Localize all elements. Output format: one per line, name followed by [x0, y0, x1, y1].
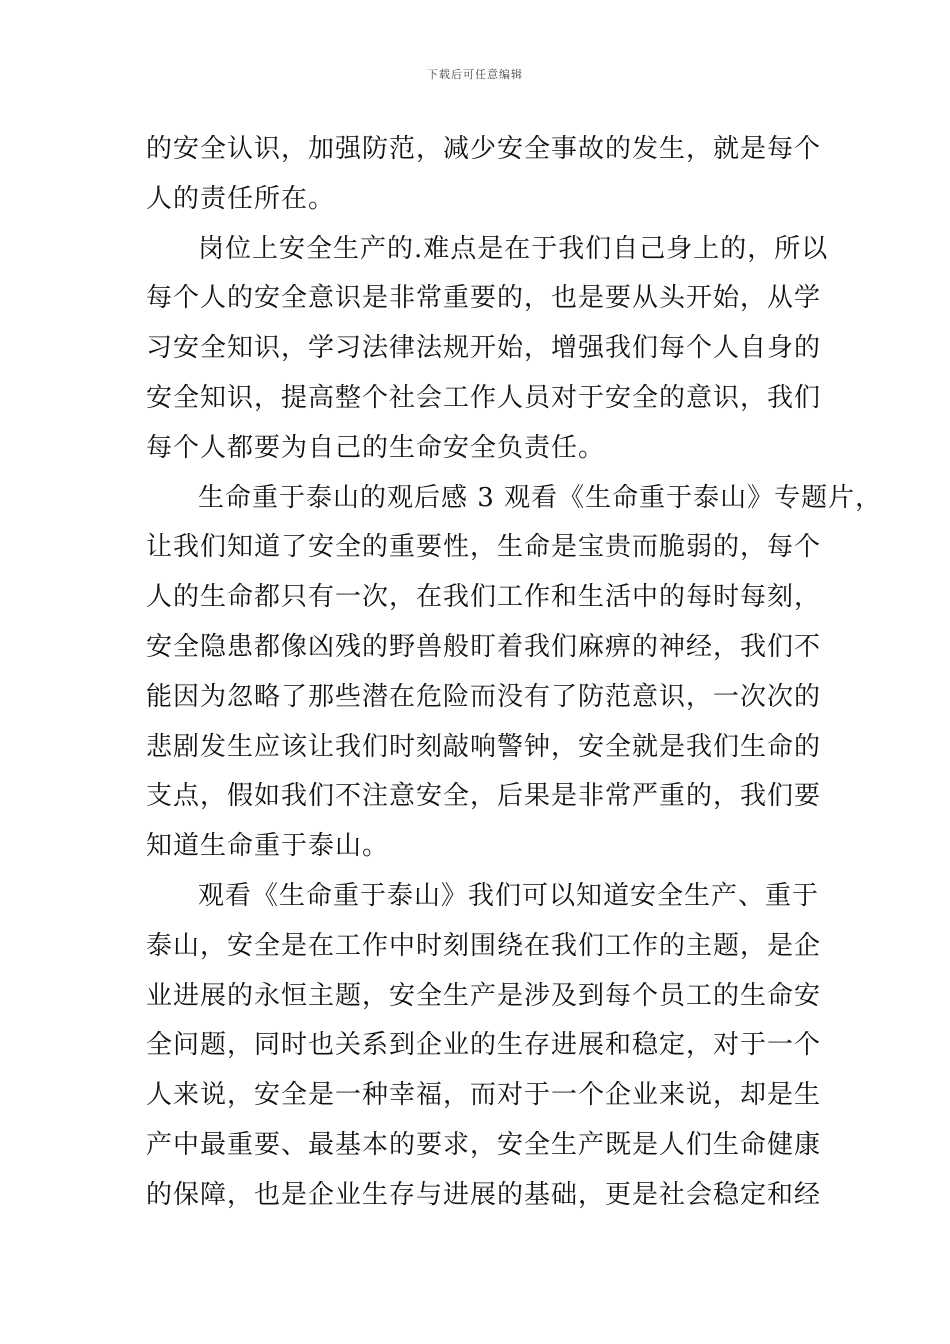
text-line: 每个人都要为自己的生命安全负责任。	[146, 432, 606, 463]
text-line: 支点，假如我们不注意安全，后果是非常严重的，我们要	[146, 781, 822, 812]
text-line: 能因为忽略了那些潜在危险而没有了防范意识，一次次的	[146, 681, 822, 712]
page-header: 下载后可任意编辑	[427, 68, 523, 81]
text-line: 每个人的安全意识是非常重要的，也是要从头开始，从学	[146, 283, 822, 314]
text-line: 安全隐患都像凶残的野兽般盯着我们麻痹的神经，我们不	[146, 631, 822, 662]
text-line: 知道生命重于泰山。	[146, 831, 390, 862]
text-line: 产中最重要、最基本的要求，安全生产既是人们生命健康	[146, 1129, 822, 1160]
text-line: 观看《生命重于泰山》我们可以知道安全生产、重于	[198, 880, 820, 911]
text-line: 人的责任所在。	[146, 183, 336, 214]
text-line: 习安全知识，学习法律法规开始，增强我们每个人自身的	[146, 333, 822, 364]
text-line: 让我们知道了安全的重要性，生命是宝贵而脆弱的，每个	[146, 532, 822, 563]
text-line: 人的生命都只有一次，在我们工作和生活中的每时每刻，	[146, 582, 822, 613]
text-line: 的安全认识，加强防范，减少安全事故的发生，就是每个	[146, 134, 822, 164]
text-line: 业进展的永恒主题，安全生产是涉及到每个员工的生命安	[146, 980, 822, 1011]
text-line: 悲剧发生应该让我们时刻敲响警钟，安全就是我们生命的	[146, 731, 822, 762]
text-line: 生命重于泰山的观后感 3 观看《生命重于泰山》专题片，	[198, 482, 883, 513]
text-line: 人来说，安全是一种幸福，而对于一个企业来说，却是生	[146, 1080, 822, 1111]
text-line: 泰山，安全是在工作中时刻围绕在我们工作的主题，是企	[146, 930, 822, 961]
document-body	[146, 125, 883, 1221]
text-line: 的保障，也是企业生存与进展的基础，更是社会稳定和经	[146, 1179, 822, 1210]
text-line: 安全知识，提高整个社会工作人员对于安全的意识，我们	[146, 382, 822, 413]
text-line: 岗位上安全生产的.难点是在于我们自己身上的，所以	[198, 233, 829, 264]
text-line: 全问题，同时也关系到企业的生存进展和稳定，对于一个	[146, 1030, 822, 1061]
